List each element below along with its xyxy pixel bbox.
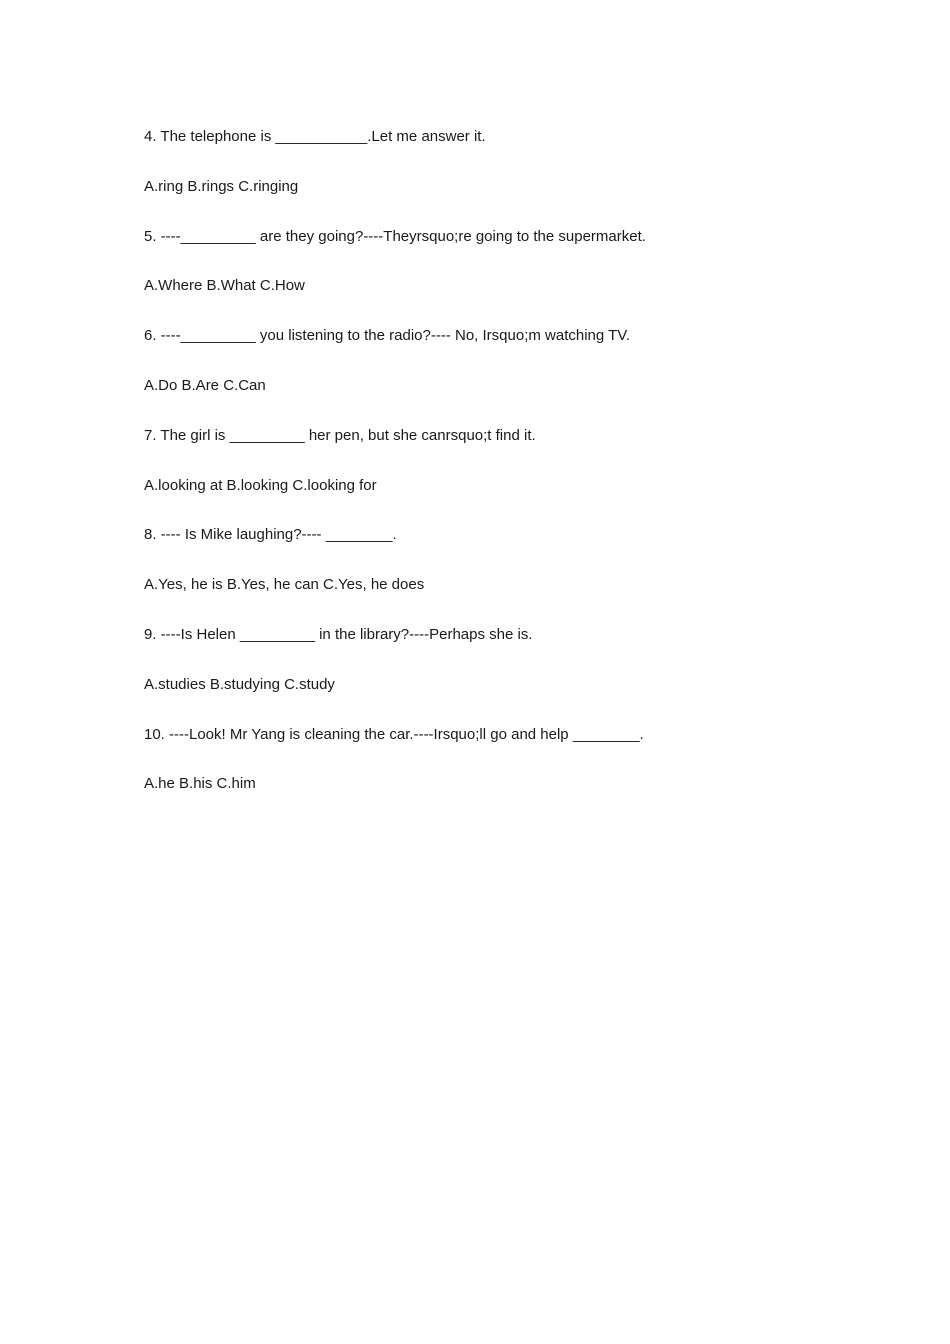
answer-options: A.ring B.rings C.ringing (144, 177, 299, 195)
question-text: 6. ----_________ you listening to the radio?---- No, Irsquo;m watching TV. (144, 327, 631, 345)
answer-options: A.he B.his C.him (144, 775, 256, 793)
answer-options: A.looking at B.looking C.looking for (144, 476, 377, 494)
question-text: 8. ---- Is Mike laughing?---- ________. (144, 526, 397, 544)
question-text: 9. ----Is Helen _________ in the library?----Perhaps she is. (144, 625, 533, 643)
question-text: 10. ----Look! Mr Yang is cleaning the car.----Irsquo;ll go and help ________. (144, 725, 644, 743)
question-text: 5. ----_________ are they going?----Theyrsquo;re going to the supermarket. (144, 227, 646, 245)
answer-options: A.studies B.studying C.study (144, 675, 335, 693)
question-text: 7. The girl is _________ her pen, but she canrsquo;t find it. (144, 426, 536, 444)
answer-options: A.Do B.Are C.Can (144, 376, 266, 394)
question-text: 4. The telephone is ___________.Let me answer it. (144, 128, 486, 145)
answer-options: A.Where B.What C.How (144, 277, 305, 295)
answer-options: A.Yes, he is B.Yes, he can C.Yes, he does (144, 576, 425, 594)
question-list (144, 124, 844, 821)
